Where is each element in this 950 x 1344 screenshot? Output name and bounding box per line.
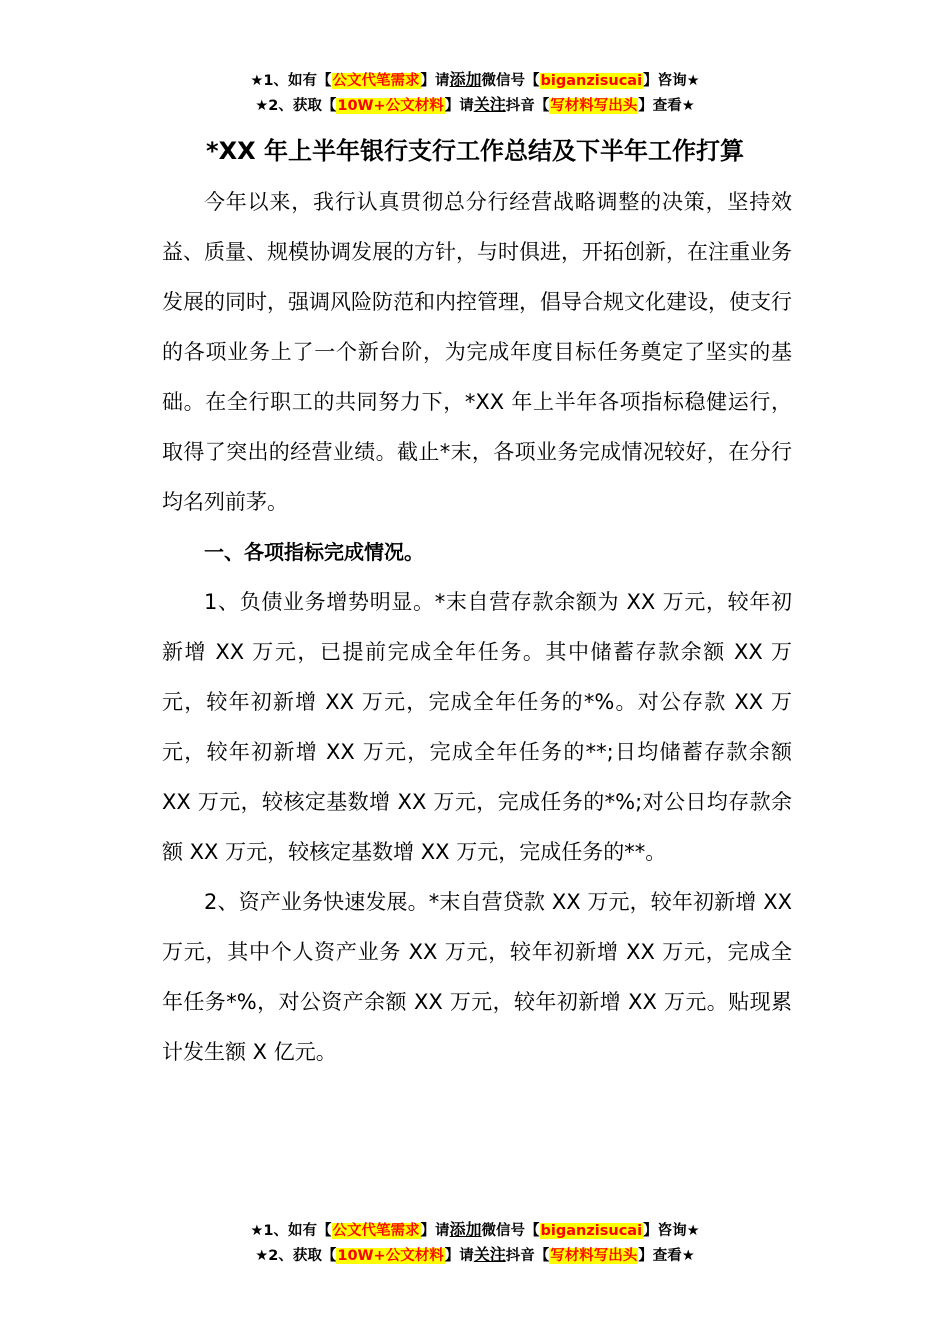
promo-line-1 xyxy=(0,68,950,93)
promo-text: 】咨询★ xyxy=(643,1223,700,1239)
promo-wechat-id: biganzisucai xyxy=(540,73,643,89)
promo-line-2 xyxy=(0,93,950,118)
promo-text: 微信号【 xyxy=(481,73,540,89)
promo-text: 】查看★ xyxy=(638,1248,695,1264)
promo-text: 】请 xyxy=(420,1223,450,1239)
header-promo-banner xyxy=(0,68,950,118)
promo-highlight: 公文代笔需求 xyxy=(332,1223,420,1239)
intro-paragraph: 今年以来，我行认真贯彻总分行经营战略调整的决策，坚持效益、质量、规模协调发展的方针，与时俱进，开拓创新，在注重业务发展的同时，强调风险防范和内控管理，倡导合规文化建设，使支行的各项业务上了一个新台阶，为完成年度目标任务奠定了坚实的基础。在全行职工的共同努力下，*XX 年上半年各项指标稳健运行，取得了突出的经营业绩。截止*末，各项业务完成情况较好，在分行均名列前茅。 xyxy=(162,190,792,514)
promo-text: 】请 xyxy=(420,73,450,89)
promo-emphasis: 添加 xyxy=(449,70,482,89)
footer-promo-banner xyxy=(0,1218,950,1268)
promo-text: ★2、获取【 xyxy=(255,1248,337,1264)
promo-text: 抖音【 xyxy=(505,98,550,114)
promo-emphasis: 关注 xyxy=(473,95,506,114)
promo-text: ★1、如有【 xyxy=(250,1223,332,1239)
promo-douyin-id: 写材料写出头 xyxy=(550,98,638,114)
promo-emphasis: 关注 xyxy=(473,1245,506,1264)
promo-wechat-id: biganzisucai xyxy=(540,1223,643,1239)
promo-text: 】请 xyxy=(444,1248,474,1264)
promo-highlight: 10W+公文材料 xyxy=(337,1248,444,1264)
promo-douyin-id: 写材料写出头 xyxy=(550,1248,638,1264)
promo-highlight: 公文代笔需求 xyxy=(332,73,420,89)
promo-emphasis: 添加 xyxy=(449,1220,482,1239)
promo-text: ★1、如有【 xyxy=(250,73,332,89)
document-title: *XX 年上半年银行支行工作总结及下半年工作打算 xyxy=(206,137,744,165)
paragraph-liabilities: 1、负债业务增势明显。*末自营存款余额为 XX 万元，较年初新增 XX 万元，已提前完成全年任务。其中储蓄存款余额 XX 万元，较年初新增 XX 万元，完成全年任务的*%。对公存款 XX 万元，较年初新增 XX 万元，完成全年任务的**;日均储蓄存款余额 XX 万元，较核定基数增 XX 万元，完成任务的*%;对公日均存款余额 XX 万元，较核定基数增 XX 万元，完成任务的**。 xyxy=(162,590,792,864)
promo-text: 抖音【 xyxy=(505,1248,550,1264)
promo-line-2 xyxy=(0,1243,950,1268)
promo-text: 微信号【 xyxy=(481,1223,540,1239)
document-body xyxy=(162,177,792,1077)
section-heading: 一、各项指标完成情况。 xyxy=(204,540,424,564)
promo-text: 】咨询★ xyxy=(643,73,700,89)
promo-highlight: 10W+公文材料 xyxy=(337,98,444,114)
promo-text: 】查看★ xyxy=(638,98,695,114)
paragraph-assets: 2、资产业务快速发展。*末自营贷款 XX 万元，较年初新增 XX 万元，其中个人资产业务 XX 万元，较年初新增 XX 万元，完成全年任务*%，对公资产余额 XX 万元，较年初新增 XX 万元。贴现累计发生额 X 亿元。 xyxy=(162,890,792,1064)
promo-text: 】请 xyxy=(444,98,474,114)
promo-text: ★2、获取【 xyxy=(255,98,337,114)
promo-line-1 xyxy=(0,1218,950,1243)
